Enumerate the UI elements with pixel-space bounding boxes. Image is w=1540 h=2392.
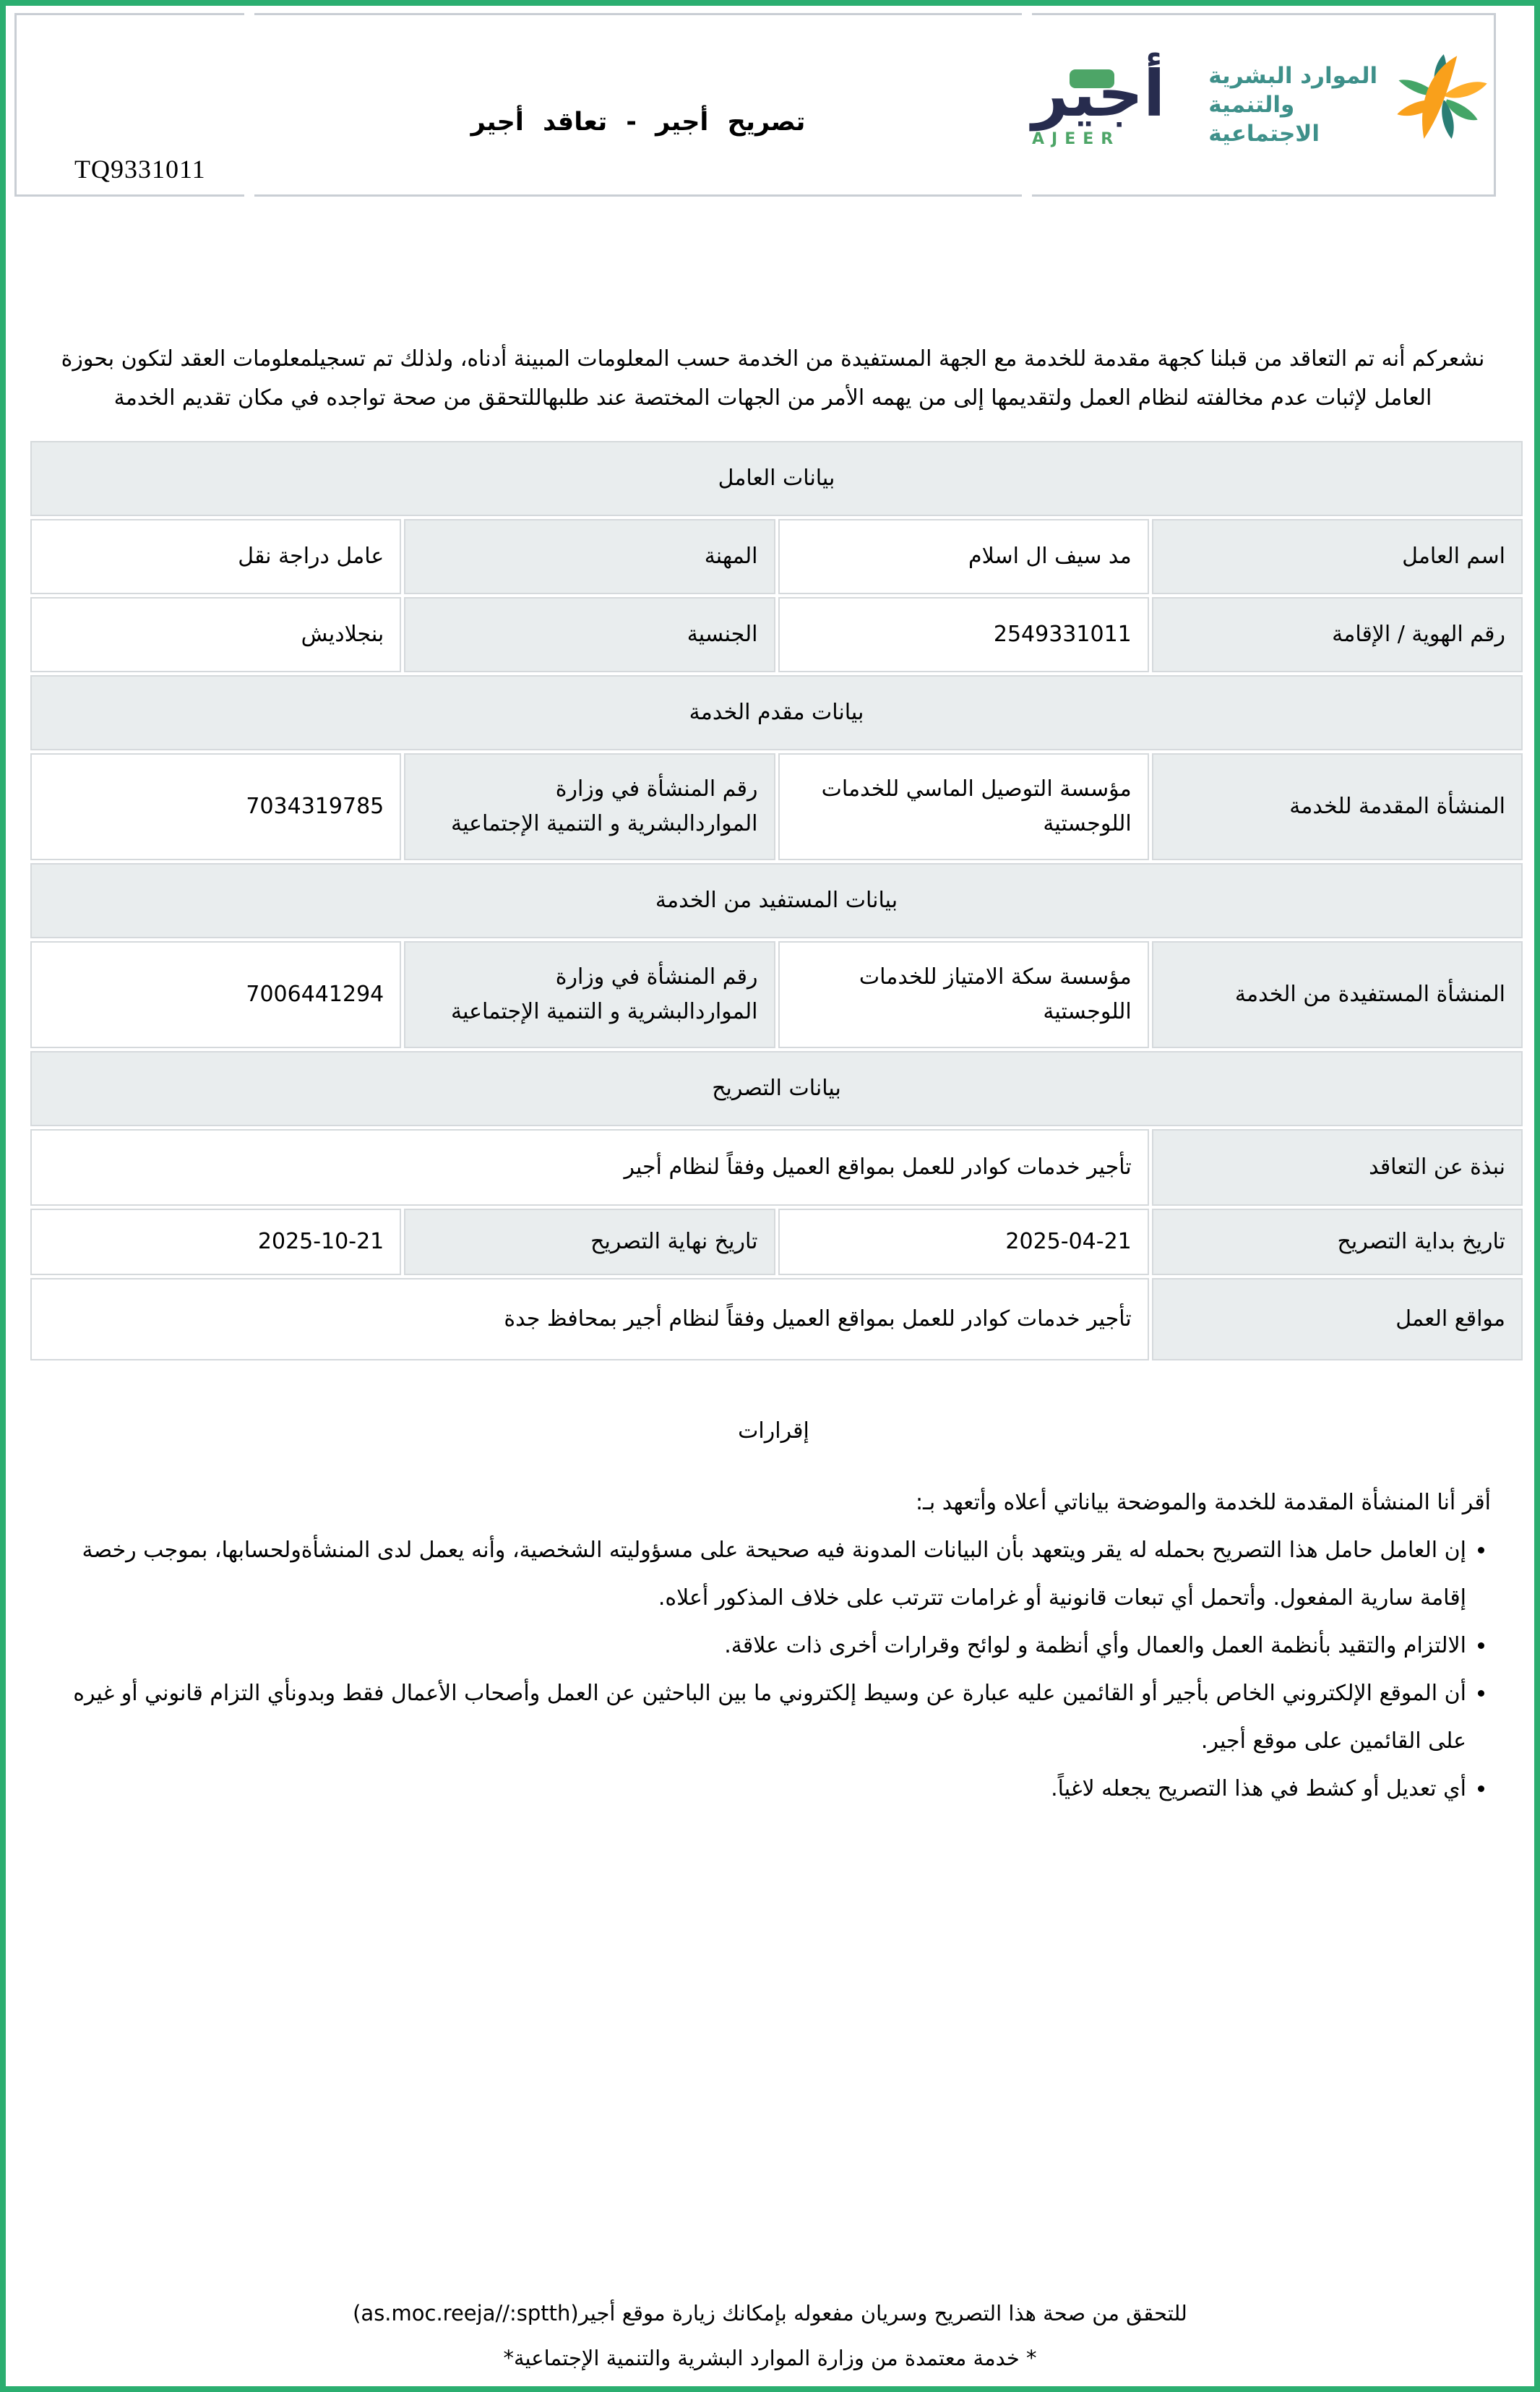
profession-label: المهنة: [404, 519, 775, 594]
page-title: تصريح أجير - تعاقد أجير: [470, 108, 806, 137]
table-row: [30, 1129, 1523, 1206]
permit-number: TQ9331011: [74, 155, 206, 184]
ministry-star-icon: [1395, 38, 1489, 172]
section-row-beneficiary: [30, 863, 1523, 938]
ajeer-logo-arabic-text: أجير: [1032, 56, 1166, 131]
document-header: [14, 13, 1498, 197]
section-row-provider: [30, 675, 1523, 750]
id-number-value: 2549331011: [778, 597, 1149, 672]
declaration-item: • أي تعديل أو كشط في هذا التصريح يجعله لاغياً.: [56, 1765, 1466, 1813]
approved-service-note: * خدمة معتمدة من وزارة الموارد البشرية والتنمية الإجتماعية*: [503, 2346, 1037, 2370]
declarations-intro: أقر أنا المنشأة المقدمة للخدمة والموضحة بياناتي أعلاه وأتعهد بـ:: [915, 1490, 1491, 1515]
ministry-name: [1208, 61, 1388, 148]
intro-paragraph: نشعركم أنه تم التعاقد من قبلنا كجهة مقدمة للخدمة مع الجهة المستفيدة من الخدمة حسب المعلومات المبينة أدناه، ولذلك تم تسجيلمعلومات العقد لتكون بحوزة العامل لإثبات عدم مخالفته لنظام العمل ولتقديمها إلى من يهمه الأمر من الجهات المختصة عند طلبهاللتحقق من صحة تواجده في مكان تقديم الخدمة: [61, 346, 1485, 411]
section-header-worker: بيانات العامل: [30, 441, 1523, 516]
ajeer-logo-wordmark: [1032, 56, 1166, 131]
declaration-item: • الالتزام والتقيد بأنظمة العمل والعمال وأي أنظمة و لوائح وقرارات أخرى ذات علاقة.: [56, 1622, 1466, 1670]
ministry-name-line1: الموارد البشرية: [1208, 63, 1378, 89]
contract-summary-value: تأجير خدمات كوادر للعمل بمواقع العميل وفقاً لنظام أجير: [30, 1129, 1149, 1206]
section-header-beneficiary: بيانات المستفيد من الخدمة: [30, 863, 1523, 938]
permit-data-table: [27, 438, 1526, 1363]
permit-start-date-value: 2025-04-21: [778, 1209, 1149, 1275]
ajeer-logo-latin-text: AJEER: [1032, 129, 1121, 148]
verification-note: [6, 2301, 1534, 2325]
logos-cell: [1032, 13, 1496, 197]
table-row: [30, 941, 1523, 1048]
section-header-permit: بيانات التصريح: [30, 1051, 1523, 1126]
beneficiary-number-label: رقم المنشأة في وزارة المواردالبشرية و التنمية الإجتماعية: [404, 941, 775, 1048]
beneficiary-establishment-label: المنشأة المستفيدة من الخدمة: [1152, 941, 1523, 1048]
beneficiary-establishment-value: مؤسسة سكة الامتياز للخدمات اللوجستية: [778, 941, 1149, 1048]
worker-name-value: مد سيف ال اسلام: [778, 519, 1149, 594]
table-row: [30, 753, 1523, 860]
ajeer-logo: [1032, 56, 1166, 148]
document-footer: [6, 2301, 1534, 2370]
permit-number-cell: [14, 13, 244, 197]
verification-text: للتحقق من صحة هذا التصريح وسريان مفعوله بإمكانك زيارة موقع أجير: [578, 2301, 1187, 2325]
title-cell: [254, 13, 1022, 197]
provider-establishment-label: المنشأة المقدمة للخدمة: [1152, 753, 1523, 860]
work-locations-value: تأجير خدمات كوادر للعمل بمواقع العميل وفقاً لنظام أجير بمحافظ جدة: [30, 1278, 1149, 1360]
ministry-name-line2: والتنمية الاجتماعية: [1208, 92, 1320, 147]
declarations-title: إقرارات: [738, 1418, 809, 1444]
table-row: [30, 597, 1523, 672]
beneficiary-number-value: 7006441294: [30, 941, 401, 1048]
provider-number-label: رقم المنشأة في وزارة المواردالبشرية و التنمية الإجتماعية: [404, 753, 775, 860]
table-row: [30, 1209, 1523, 1275]
id-number-label: رقم الهوية / الإقامة: [1152, 597, 1523, 672]
work-locations-label: مواقع العمل: [1152, 1278, 1523, 1360]
ministry-logo: [1208, 38, 1489, 172]
declaration-item: • إن العامل حامل هذا التصريح بحمله له يقر ويتعهد بأن البيانات المدونة فيه صحيحة على مسؤوليته الشخصية، وأنه يعمل لدى المنشأةولحسابها، بموجب رخصة إقامة سارية المفعول. وأتحمل أي تبعات قانونية أو غرامات تترتب على خلاف المذكور أعلاه.: [56, 1527, 1466, 1622]
permit-end-date-label: تاريخ نهاية التصريح: [404, 1209, 775, 1275]
section-header-provider: بيانات مقدم الخدمة: [30, 675, 1523, 750]
nationality-label: الجنسية: [404, 597, 775, 672]
provider-number-value: 7034319785: [30, 753, 401, 860]
nationality-value: بنجلاديش: [30, 597, 401, 672]
table-row: [30, 519, 1523, 594]
declaration-item: • أن الموقع الإلكتروني الخاص بأجير أو القائمين عليه عبارة عن وسيط إلكتروني ما بين الباحثين عن العمل وأصحاب الأعمال فقط وبدونأي التزام قانوني أو غيره على القائمين على موقع أجير.: [56, 1670, 1466, 1765]
declarations-section: [27, 1414, 1526, 1813]
profession-value: عامل دراجة نقل: [30, 519, 401, 594]
permit-start-date-label: تاريخ بداية التصريح: [1152, 1209, 1523, 1275]
section-row-permit: [30, 1051, 1523, 1126]
provider-establishment-value: مؤسسة التوصيل الماسي للخدمات اللوجستية: [778, 753, 1149, 860]
verification-url: (as.moc.reeja//:sptth): [353, 2301, 579, 2325]
table-row: [30, 1278, 1523, 1360]
worker-name-label: اسم العامل: [1152, 519, 1523, 594]
permit-end-date-value: 2025-10-21: [30, 1209, 401, 1275]
contract-summary-label: نبذة عن التعاقد: [1152, 1129, 1523, 1206]
declarations-list: [56, 1527, 1491, 1813]
section-row-worker: [30, 441, 1523, 516]
